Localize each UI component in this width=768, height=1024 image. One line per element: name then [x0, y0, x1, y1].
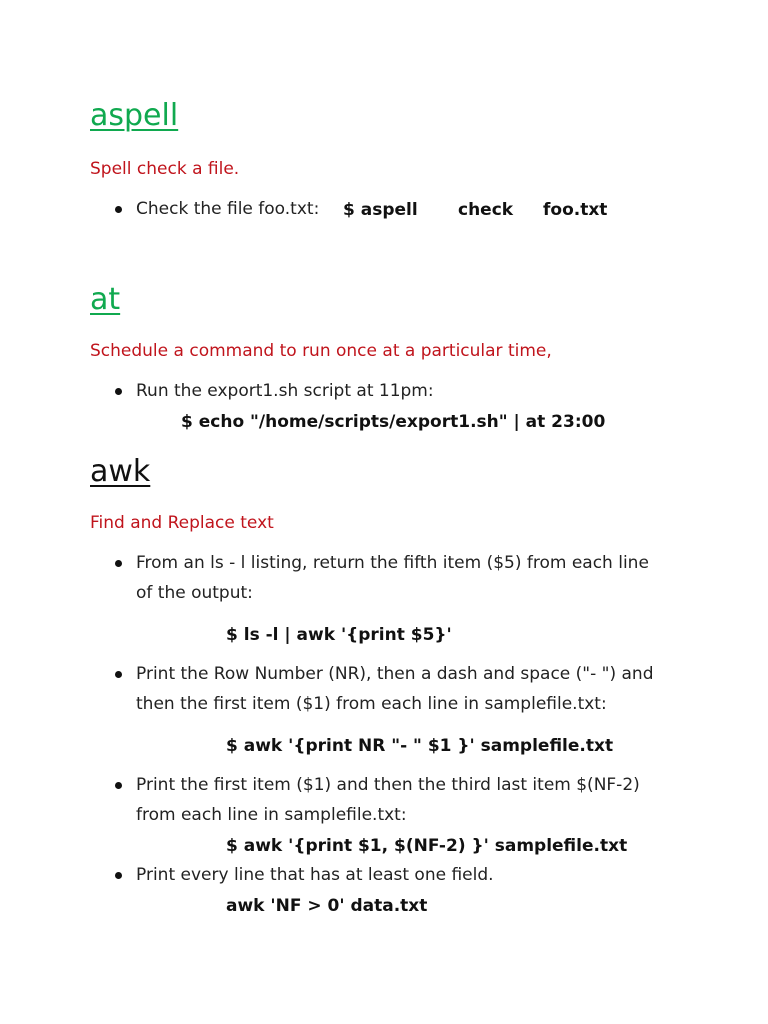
- bullet-icon: [115, 206, 122, 213]
- aspell-heading: aspell: [90, 98, 179, 133]
- bullet-icon: [115, 782, 122, 789]
- awk-item-4-text: Print every line that has at least one field.: [136, 865, 494, 885]
- awk-item-2-line-1: Print the Row Number (NR), then a dash and space ("- ") and: [136, 664, 654, 684]
- aspell-item-text: Check the file foo.txt:: [136, 199, 320, 219]
- awk-item-3-line-2: from each line in samplefile.txt:: [136, 805, 407, 825]
- awk-heading: awk: [90, 454, 151, 489]
- awk-item-2-command: $ awk '{print NR "- " $1 }' samplefile.txt: [226, 736, 614, 756]
- bullet-icon: [115, 671, 122, 678]
- bullet-icon: [115, 872, 122, 879]
- at-heading: at: [90, 282, 121, 317]
- awk-item-1-line-2: of the output:: [136, 583, 253, 603]
- at-command: $ echo "/home/scripts/export1.sh" | at 23:00: [181, 412, 606, 432]
- aspell-cmd-part-2: check: [458, 200, 514, 220]
- awk-description: Find and Replace text: [90, 513, 274, 533]
- at-description: Schedule a command to run once at a particular time,: [90, 341, 552, 361]
- aspell-cmd-part-1: $ aspell: [343, 200, 418, 220]
- awk-item-1-command: $ ls -l | awk '{print $5}': [226, 625, 452, 645]
- at-item-text: Run the export1.sh script at 11pm:: [136, 381, 434, 401]
- awk-item-1-line-1: From an ls - l listing, return the fifth item ($5) from each line: [136, 553, 649, 573]
- awk-item-2-line-2: then the first item ($1) from each line in samplefile.txt:: [136, 694, 607, 714]
- awk-item-3-line-1: Print the first item ($1) and then the third last item $(NF-2): [136, 775, 640, 795]
- aspell-description: Spell check a file.: [90, 159, 240, 179]
- aspell-cmd-part-3: foo.txt: [543, 200, 608, 220]
- bullet-icon: [115, 560, 122, 567]
- awk-item-3-command: $ awk '{print $1, $(NF-2) }' samplefile.txt: [226, 836, 628, 856]
- awk-item-4-command: awk 'NF > 0' data.txt: [226, 896, 428, 916]
- bullet-icon: [115, 388, 122, 395]
